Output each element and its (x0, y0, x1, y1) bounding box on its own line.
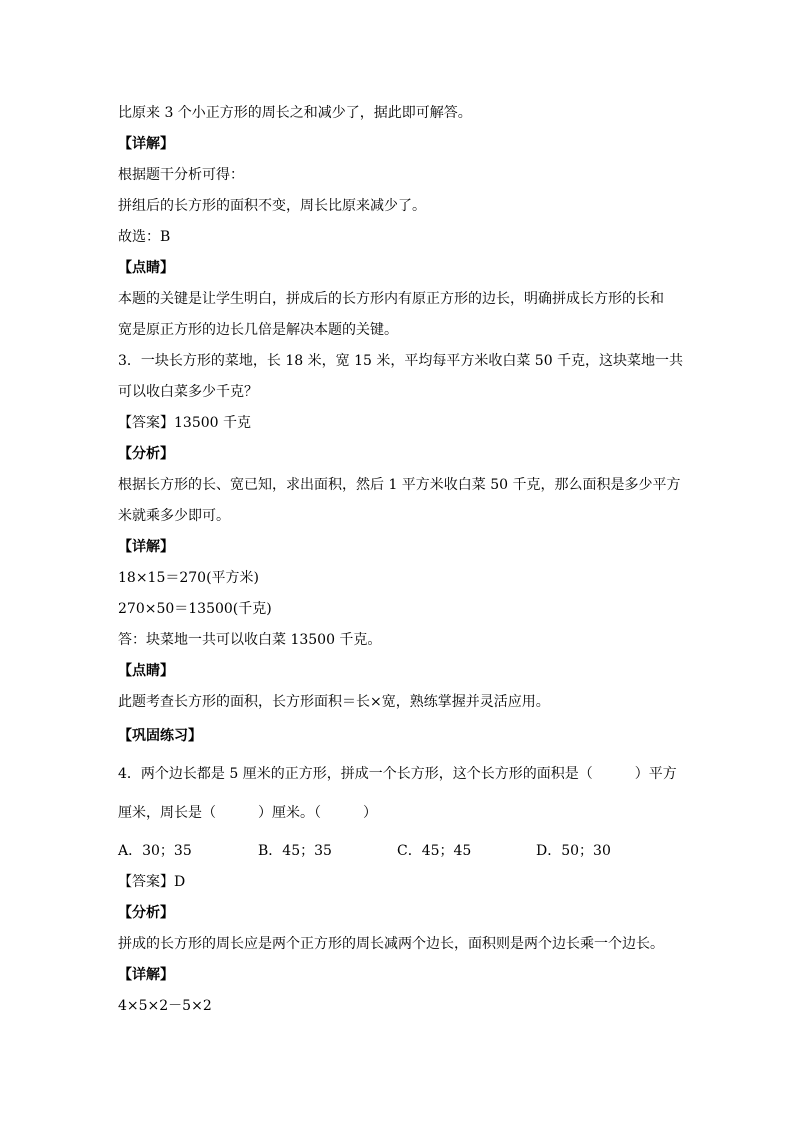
paragraph-line: 比原来 3 个小正方形的周长之和减少了，据此即可解答。 (118, 105, 472, 121)
paragraph-line: 本题的关键是让学生明白，拼成后的长方形内有原正方形的边长，明确拼成长方形的长和 (118, 291, 664, 307)
calculation-line: 270×50＝13500(千克) (118, 601, 272, 617)
question-3-line-2: 可以收白菜多少千克？ (118, 384, 258, 400)
section-heading-analysis: 【分析】 (118, 905, 174, 921)
option-a: A．30；35 (118, 843, 192, 859)
option-c: C．45；45 (397, 843, 472, 859)
paragraph-line: 根据题干分析可得： (118, 167, 244, 183)
paragraph-line: 根据长方形的长、宽已知，求出面积，然后 1 平方米收白菜 50 千克，那么面积是多少平方 (118, 477, 681, 493)
paragraph-line: 宽是原正方形的边长几倍是解决本题的关键。 (118, 322, 398, 338)
option-d: D．50；30 (536, 843, 611, 859)
calculation-line: 4×5×2－5×2 (118, 998, 212, 1014)
paragraph-line: 米就乘多少即可。 (118, 508, 230, 524)
paragraph-line: 此题考查长方形的面积，长方形面积＝长×宽，熟练掌握并灵活应用。 (118, 694, 550, 710)
answer-line: 【答案】13500 千克 (118, 415, 251, 431)
section-heading-analysis: 【分析】 (118, 446, 174, 462)
section-heading-practice: 【巩固练习】 (118, 728, 202, 744)
section-heading-detail: 【详解】 (118, 539, 174, 555)
answer-line: 【答案】D (118, 874, 186, 890)
question-4-line-2: 厘米，周长是（ ）厘米。（ ） (118, 805, 377, 821)
answer-options (118, 842, 678, 860)
paragraph-line: 拼成的长方形的周长应是两个正方形的周长减两个边长，面积则是两个边长乘一个边长。 (118, 936, 664, 952)
section-heading-tip: 【点睛】 (118, 663, 174, 679)
section-heading-detail: 【详解】 (118, 967, 174, 983)
section-heading-tip: 【点睛】 (118, 260, 174, 276)
question-3-line-1: 3．一块长方形的菜地，长 18 米，宽 15 米，平均每平方米收白菜 50 千克，这块菜地一共 (118, 353, 684, 369)
option-b: B．45；35 (258, 843, 332, 859)
question-4-line-1: 4．两个边长都是 5 厘米的正方形，拼成一个长方形，这个长方形的面积是（ ）平方 (118, 766, 677, 782)
paragraph-line: 拼组后的长方形的面积不变，周长比原来减少了。 (118, 198, 426, 214)
calculation-line: 18×15＝270(平方米) (118, 570, 260, 586)
answer-choice-line: 故选：B (118, 229, 171, 245)
paragraph-line: 答：块菜地一共可以收白菜 13500 千克。 (118, 632, 382, 648)
section-heading-detail: 【详解】 (118, 136, 174, 152)
